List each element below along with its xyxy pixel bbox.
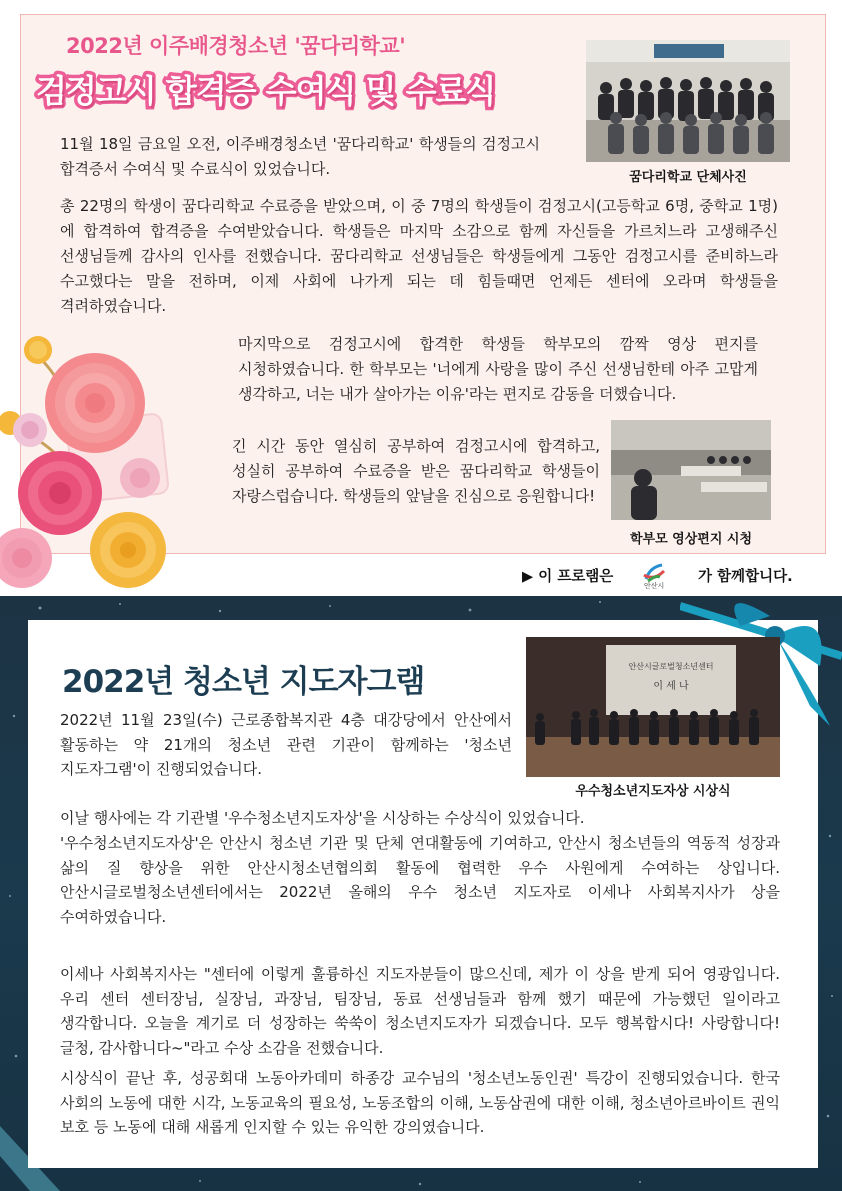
- flower-decoration: [0, 318, 170, 598]
- leaders-paragraph-1: 2022년 11월 23일(수) 근로종합복지관 4층 대강당에서 안산에서 활동하는 약 21개의 청소년 관련 기관이 함께하는 '청소년 지도자그램'이 진행되었습니다.: [60, 711, 512, 778]
- group-photo: [586, 40, 790, 162]
- article-subtitle: 2022년 이주배경청소년 '꿈다리학교': [66, 34, 406, 58]
- leaders-paragraph-2b: '우수청소년지도자상'은 안산시 청소년 기관 및 단체 연대활동에 기여하고, 안산시 청소년들의 역동적 성장과 삶의 질 향상을 위한 안산시청소년협의회 활동에 협력한 우수 사원에게 수여하는 상입니다. 안산시글로벌청소년센터에서는 2022년 올해의 우수 청소년 지도자로 이세나 사회복지사가 상을 수여하였습니다.: [60, 834, 780, 926]
- award-banner-line1: 안산시글로벌청소년센터: [628, 662, 714, 671]
- leaders-paragraph-3: 이세나 사회복지사는 "센터에 이렇게 훌륭하신 지도자분들이 많으신데, 제가 이 상을 받게 되어 영광입니다. 우리 센터 센터장님, 실장님, 과장님, 팀장님, 동료 선생님들과 함께 했기 때문에 가능했던 일이라고 생각합니다. 오늘을 계기로 더 성장하는 쑥쑥이 청소년지도자가 되겠습니다. 모두 행복합시다! 사랑합니다! 글청, 감사합니다~"라고 수상 소감을 전했습니다.: [60, 965, 780, 1057]
- award-photo: [526, 637, 780, 777]
- ansan-logo: [636, 561, 672, 589]
- video-letter-caption: 학부모 영상편지 시청: [629, 532, 753, 547]
- group-photo-caption: 꿈다리학교 단체사진: [629, 170, 747, 185]
- video-letter-photo: [611, 420, 771, 520]
- program-suffix: 가 함께합니다.: [698, 569, 793, 585]
- graduation-paragraph-3: 마지막으로 검정고시에 합격한 학생들 학부모의 깜짝 영상 편지를 시청하였습니다. 한 학부모는 '너에게 사랑을 많이 주신 선생님한테 아주 고맙게 생각하고, 너는 내가 살아가는 이유'라는 편지로 감동을 더했습니다.: [238, 335, 758, 403]
- graduation-paragraph-1: 11월 18일 금요일 오전, 이주배경청소년 '꿈다리학교' 학생들의 검정고시 합격증서 수여식 및 수료식이 있었습니다.: [60, 135, 540, 178]
- award-photo-caption: 우수청소년지도자상 시상식: [575, 784, 731, 799]
- program-prefix: ▶ 이 프로램은: [522, 569, 614, 585]
- leaders-paragraph-4: 시상식이 끝난 후, 성공회대 노동아카데미 하종강 교수님의 '청소년노동인권' 특강이 진행되었습니다. 한국 사회의 노동에 대한 시각, 노동교육의 필요성, 노동조합의 이해, 노동삼권에 대한 이해, 청소년아르바이트 권익 보호 등 노동에 대해 새롭게 인지할 수 있는 유익한 강의였습니다.: [60, 1069, 780, 1136]
- leaders-paragraph-2a: 이날 행사에는 각 기관별 '우수청소년지도자상'을 시상하는 수상식이 있었습니다.: [60, 809, 585, 827]
- award-banner-line2: 이 세 나: [653, 681, 689, 692]
- graduation-paragraph-4: 긴 시간 동안 열심히 공부하여 검정고시에 합격하고, 성실히 공부하여 수료증을 받은 꿈다리학교 학생들이 자랑스럽습니다. 학생들의 앞날을 진심으로 응원합니다!: [232, 437, 600, 505]
- ansan-logo-text: 안산시: [644, 582, 665, 590]
- program-sponsor-line: [522, 561, 812, 589]
- leaders-title: 2022년 청소년 지도자그램: [62, 664, 425, 700]
- graduation-paragraph-2: 총 22명의 학생이 꿈다리학교 수료증을 받았으며, 이 중 7명의 학생들이 검정고시(고등학교 6명, 중학교 1명)에 합격하여 합격증을 수여받았습니다. 학생들은 마지막 소감으로 함께 자신들을 가르치느라 고생해주신 선생님들께 감사의 인사를 전했습니다. 꿈다리학교 선생님들은 학생들에게 그동안 검정고시를 준비하느라 수고했다는 말을 전하며, 이제 사회에 나가게 되는 데 힘들때면 언제든 센터에 오라며 학생들을 격려하였습니다.: [60, 197, 778, 315]
- article-title: 검정고시 합격증 수여식 및 수료식: [36, 72, 496, 110]
